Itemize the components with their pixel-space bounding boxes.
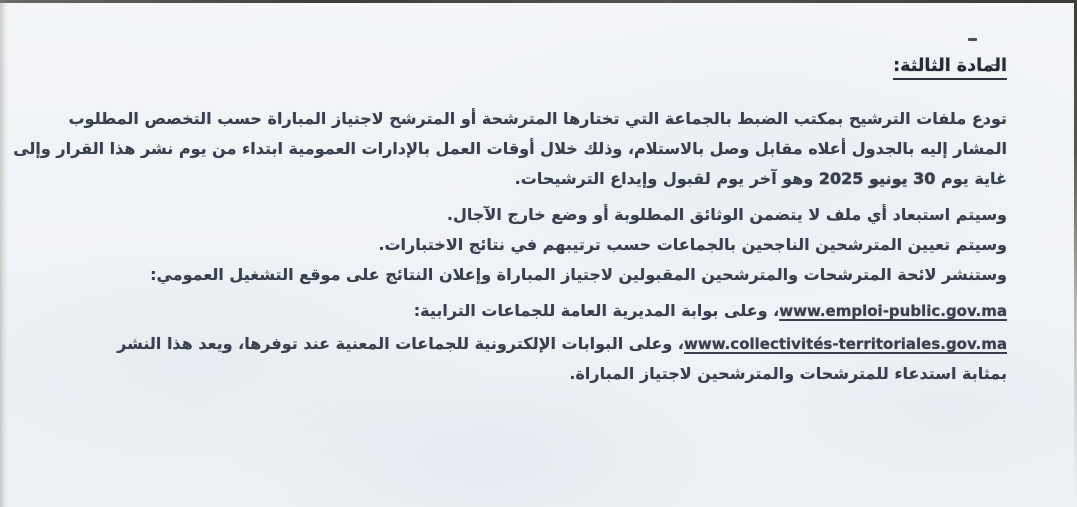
collectivites-territoriales-url-link[interactable]: www.collectivités-territoriales.gov.ma bbox=[684, 335, 1007, 353]
body-line-8 bbox=[100, 329, 1007, 359]
scan-speckle bbox=[968, 38, 977, 41]
body-line-8-text: ، وعلى البوابات الإلكترونية للجماعات المعنية عند توفرها، ويعد هذا النشر bbox=[117, 334, 684, 353]
emploi-public-url-link[interactable]: www.emploi-public.gov.ma bbox=[779, 302, 1007, 320]
body-line-3-pre: غاية يوم bbox=[935, 169, 1007, 188]
body-line-5: وسيتم تعيين المترشحين الناجحين بالجماعات حسب ترتيبهم في نتائج الاختبارات. bbox=[378, 235, 1007, 254]
article-heading-row bbox=[100, 56, 1007, 90]
body-line-7-text: ، وعلى بوابة المديرية العامة للجماعات الترابية: bbox=[413, 301, 780, 320]
body-line-1: تودع ملفات الترشيح بمكتب الضبط بالجماعة التي تختارها المترشحة أو المترشح لاجتياز المباراة حسب التخصص المطلوب bbox=[68, 109, 1007, 128]
scan-edge-top bbox=[0, 0, 1077, 3]
body-line-6: وستنشر لائحة المترشحات والمترشحين المقبولين لاجتياز المباراة وإعلان النتائج على موقع التشغيل العمومي: bbox=[150, 265, 1007, 284]
body-line-7 bbox=[100, 296, 1007, 326]
body-line-9: بمثابة استدعاء للمترشحات والمترشحين لاجتياز المباراة. bbox=[569, 364, 1007, 383]
body-line-2: المشار إليه بالجدول أعلاه مقابل وصل بالاستلام، وذلك خلال أوقات العمل بالإدارات العمومية ابتداء من يوم نشر هذا القرار وإلى bbox=[13, 139, 1007, 158]
body-line-3 bbox=[100, 164, 1007, 194]
article-3-heading: المادة الثالثة: bbox=[893, 56, 1007, 80]
scan-edge-left bbox=[0, 0, 8, 507]
body-line-4: وسيتم استبعاد أي ملف لا يتضمن الوثائق المطلوبة أو وضع خارج الآجال. bbox=[446, 205, 1007, 224]
deadline-date: 30 يونيو 2025 bbox=[818, 169, 936, 188]
body-line-3-post: وهو آخر يوم لقبول وإيداع الترشيحات. bbox=[514, 169, 819, 188]
article-body bbox=[13, 56, 1007, 389]
